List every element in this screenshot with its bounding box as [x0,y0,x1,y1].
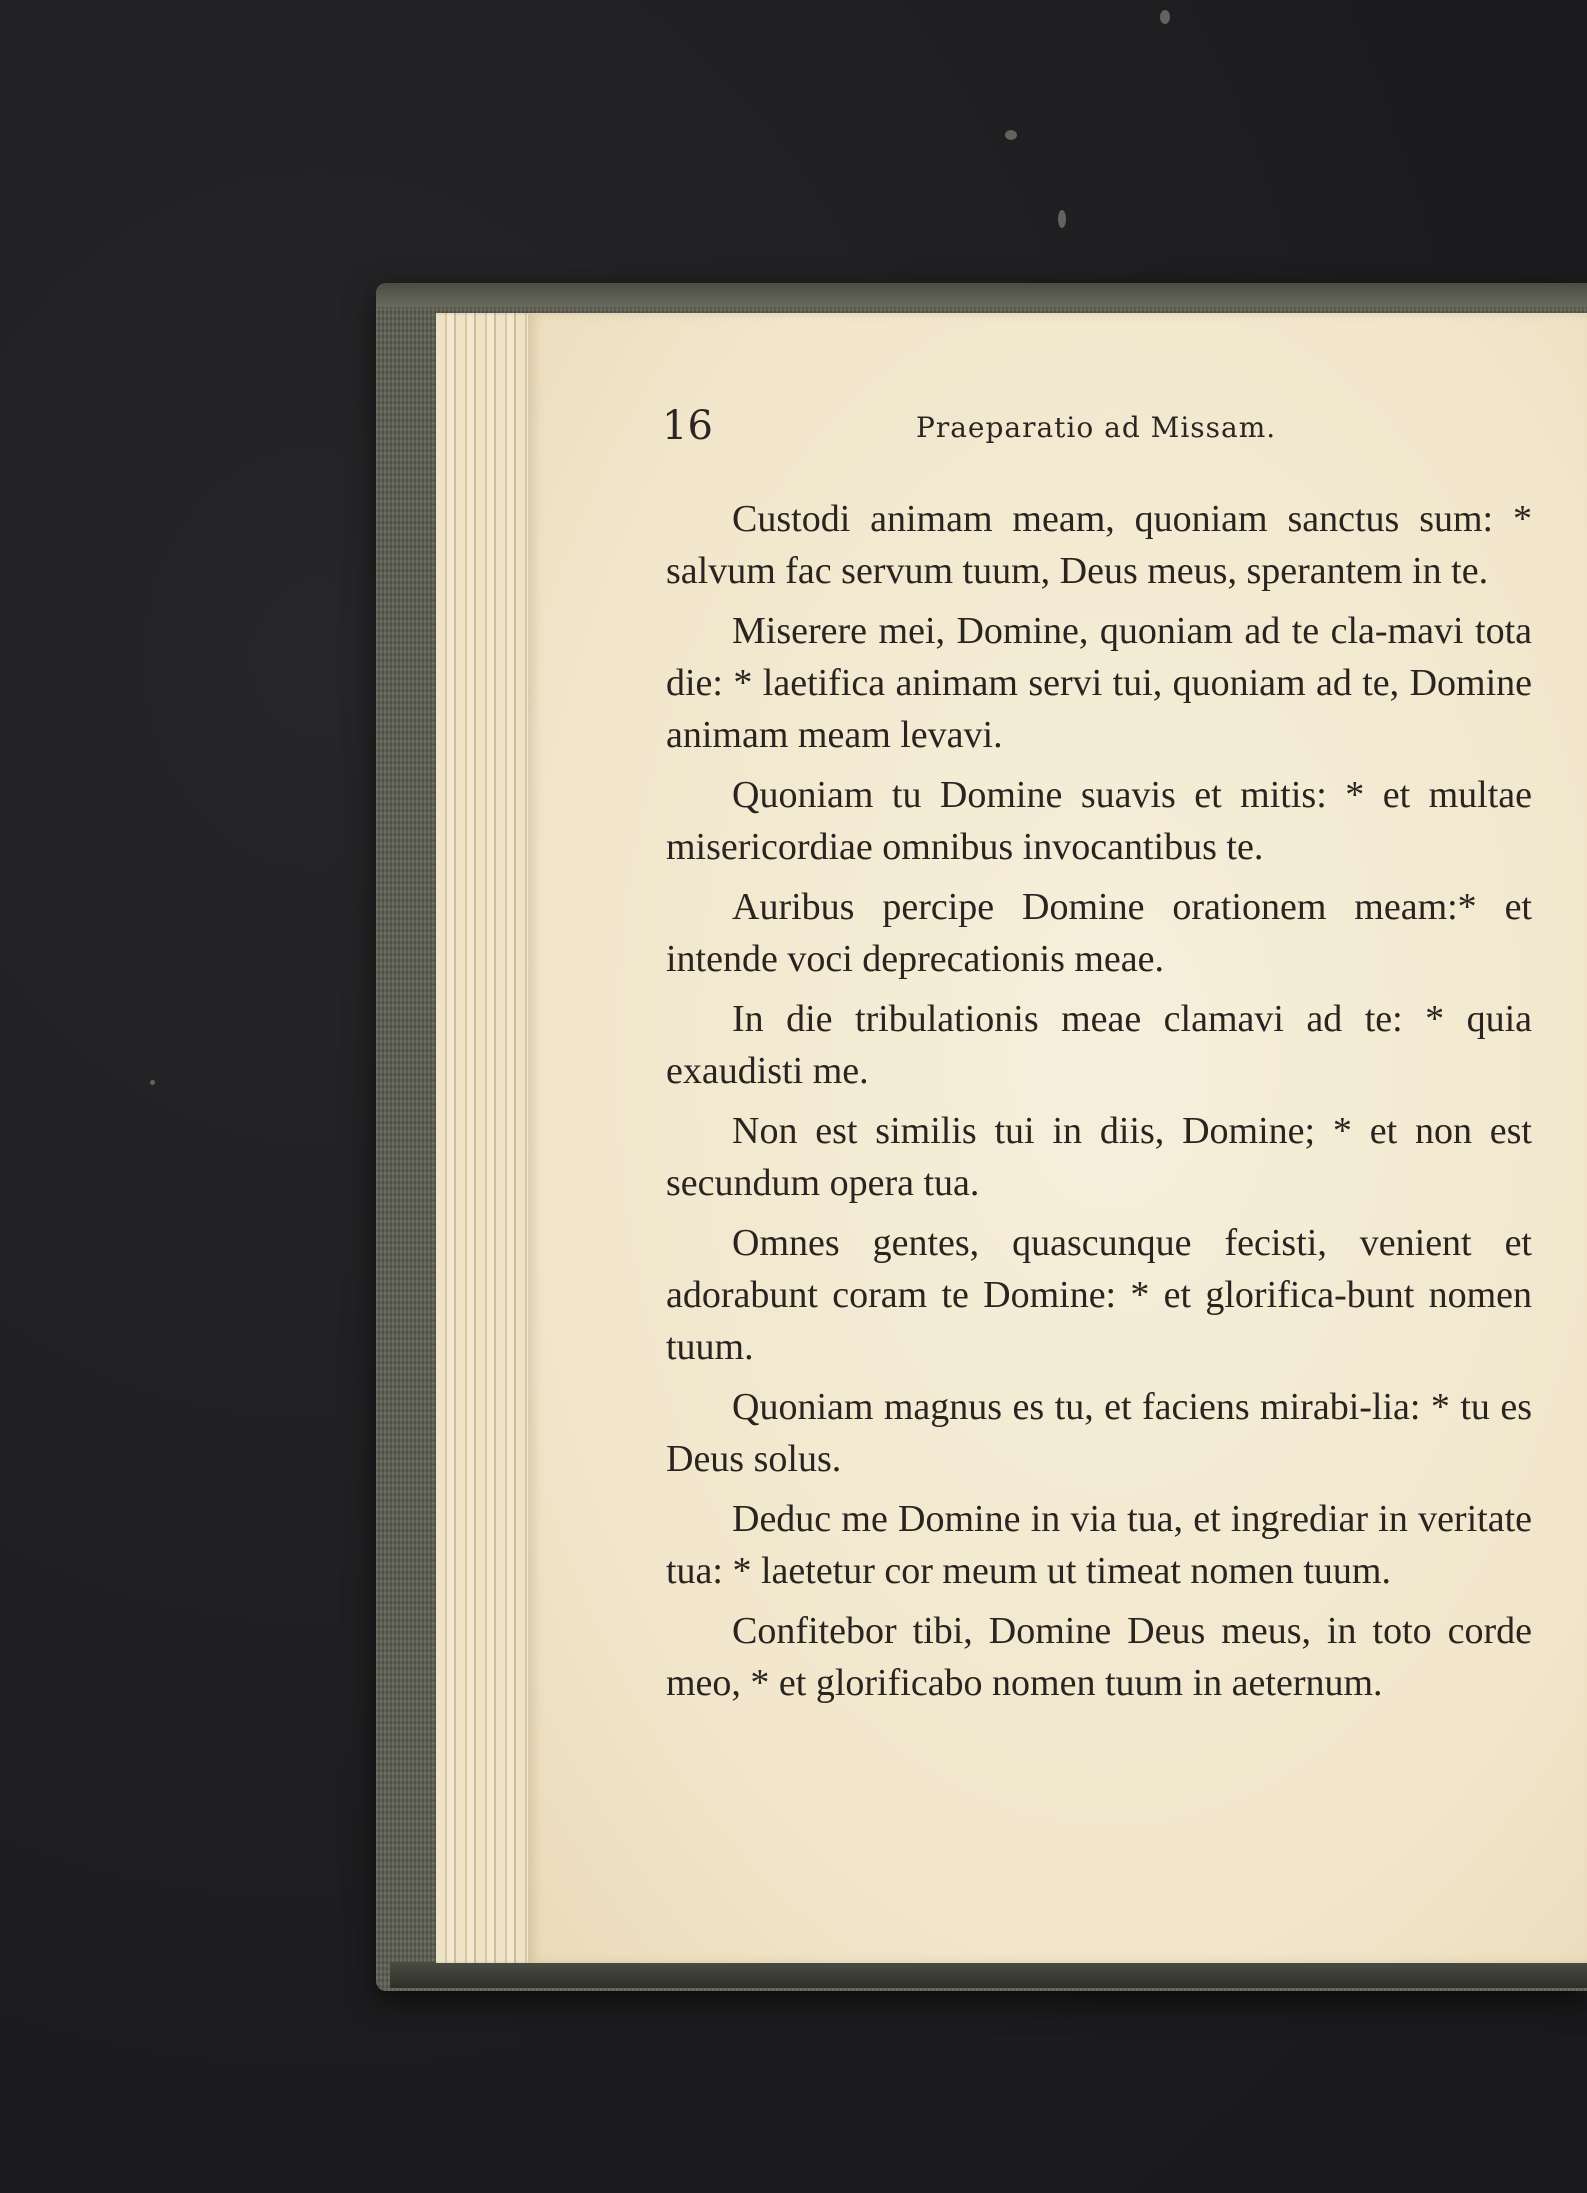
dust-speck [1160,10,1170,24]
dust-speck [1005,130,1017,140]
book-cover-bottom-edge [390,1962,1587,1988]
verse: Custodi animam meam, quoniam sanctus sum: * salvum fac servum tuum, Deus meus, sperantem in te. [666,498,1532,592]
verse: Quoniam magnus es tu, et faciens mirabi-lia: * tu es Deus solus. [666,1386,1532,1480]
page-number: 16 [662,403,713,449]
dust-speck [1058,210,1066,228]
verse: Non est similis tui in diis, Domine; * et non est secundum opera tua. [666,1110,1532,1204]
book-page [528,313,1587,1963]
verse: Deduc me Domine in via tua, et ingrediar in veritate tua: * laetetur cor meum ut timeat nomen tuum. [666,1498,1532,1592]
verse: In die tribulationis meae clamavi ad te: * quia exaudisti me. [666,998,1532,1092]
verse: Confitebor tibi, Domine Deus meus, in toto corde meo, * et glorificabo nomen tuum in aeternum. [666,1610,1532,1704]
verse: Miserere mei, Domine, quoniam ad te cla-mavi tota die: * laetifica animam servi tui, quoniam ad te, Domine animam meam levavi. [666,610,1532,756]
page-header [662,403,1542,466]
running-title: Praeparatio ad Missam. [916,411,1277,444]
verse: Omnes gentes, quascunque fecisti, venient et adorabunt coram te Domine: * et glorifica-bunt nomen tuum. [666,1222,1532,1368]
dust-speck [150,1080,155,1085]
page-edges [436,313,536,1963]
verse: Quoniam tu Domine suavis et mitis: * et multae misericordiae omnibus invocantibus te. [666,774,1532,868]
book-cover-top-edge [376,283,1587,307]
verse: Auribus percipe Domine orationem meam:* et intende voci deprecationis meae. [666,886,1532,980]
body-text [666,493,1532,1717]
